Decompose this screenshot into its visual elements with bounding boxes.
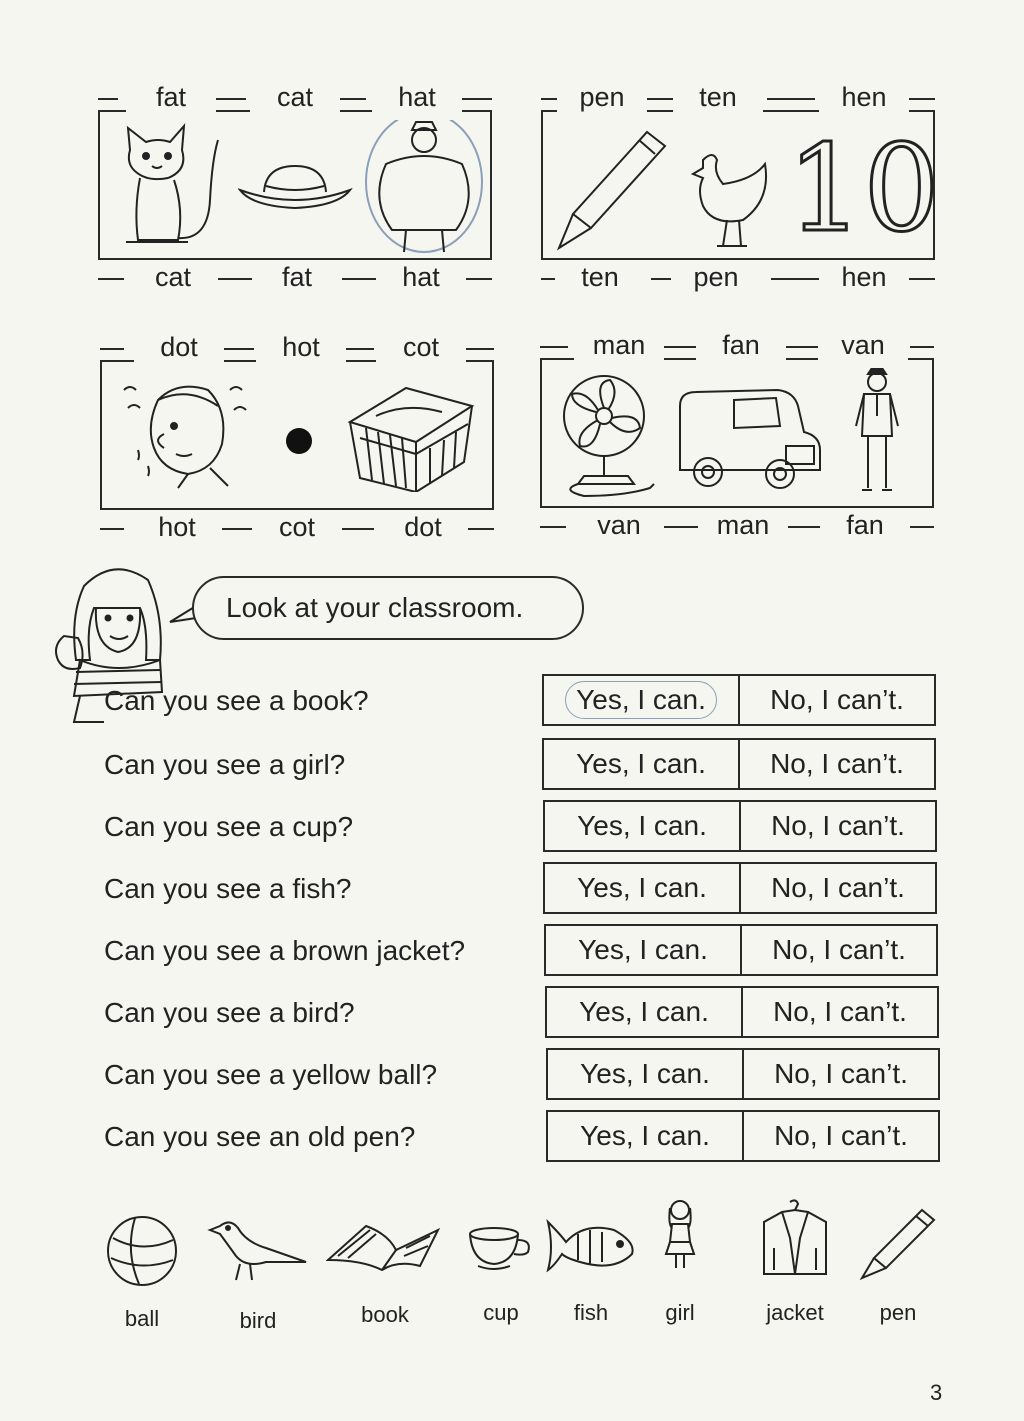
vocab-bird (206, 1216, 310, 1346)
bottom-word: fan (820, 508, 910, 542)
question-row (0, 800, 1024, 852)
cat-illustration (118, 120, 228, 250)
hot-face-illustration (118, 370, 248, 490)
vocab-label: bird (239, 1308, 277, 1333)
bottom-word: man (698, 508, 788, 542)
yes-option[interactable]: Yes, I can. (546, 926, 742, 974)
no-option[interactable]: No, I can’t. (771, 810, 905, 841)
word-block-hot-cot (100, 330, 500, 565)
question-row (0, 862, 1024, 914)
no-option[interactable]: No, I can’t. (770, 684, 904, 715)
top-word: cot (376, 330, 466, 364)
vocab-cup (466, 1226, 536, 1346)
bottom-word: ten (555, 260, 645, 294)
question-text: Can you see a fish? (104, 873, 352, 904)
vocab-fish (544, 1214, 638, 1344)
vocab-label: fish (573, 1300, 609, 1325)
bottom-word: van (574, 508, 664, 542)
answer-options (543, 862, 937, 914)
question-text: Can you see a girl? (104, 749, 346, 780)
hen-illustration (683, 150, 773, 250)
question-text: Can you see a bird? (104, 997, 355, 1028)
book-icon (326, 1220, 444, 1274)
van-illustration (674, 386, 824, 492)
no-option[interactable]: No, I can’t. (773, 996, 907, 1027)
yes-option[interactable]: Yes, I can. (548, 1112, 744, 1160)
vocab-label: girl (665, 1300, 695, 1325)
top-word: pen (557, 80, 647, 114)
answer-options (542, 674, 936, 726)
number-ten-illustration: 10 (787, 120, 940, 259)
question-text: Can you see an old pen? (104, 1121, 416, 1152)
top-word: van (818, 328, 908, 362)
bottom-word: hat (376, 260, 466, 294)
fish-icon (544, 1214, 638, 1280)
girl-icon (660, 1198, 700, 1272)
cot-illustration (346, 382, 476, 492)
speech-bubble: Look at your classroom. (192, 576, 584, 640)
vocab-pen (858, 1206, 938, 1346)
answer-options (546, 1048, 940, 1100)
ball-icon (105, 1214, 179, 1288)
question-row (0, 738, 1024, 790)
answer-options (542, 738, 936, 790)
yes-option[interactable] (544, 676, 740, 724)
question-row (0, 986, 1024, 1038)
page-number: 3 (930, 1380, 943, 1405)
pen-illustration (551, 128, 671, 258)
vocab-girl (660, 1198, 700, 1344)
yes-answer-circled: Yes, I can. (565, 681, 717, 719)
question-text: Can you see a book? (104, 685, 369, 716)
fat-man-illustration (362, 120, 486, 260)
top-word: ten (673, 80, 763, 114)
jacket-icon (760, 1198, 830, 1278)
question-text: Can you see a cup? (104, 811, 354, 842)
top-word: hen (819, 80, 909, 114)
answer-options (544, 924, 938, 976)
no-option[interactable]: No, I can’t. (774, 1058, 908, 1089)
man-illustration (852, 368, 902, 498)
yes-option[interactable]: Yes, I can. (547, 988, 743, 1036)
word-block-man-van (540, 328, 940, 563)
no-option[interactable]: No, I can’t. (771, 872, 905, 903)
top-word: dot (134, 330, 224, 364)
vocab-ball (104, 1214, 180, 1344)
pen-icon (858, 1206, 938, 1282)
bottom-word: cat (128, 260, 218, 294)
bird-icon (206, 1216, 310, 1284)
question-row (0, 674, 1024, 726)
bottom-word: hen (819, 260, 909, 294)
hat-illustration (238, 160, 353, 220)
question-text: Can you see a yellow ball? (104, 1059, 438, 1090)
question-row (0, 1048, 1024, 1100)
answer-options (546, 1110, 940, 1162)
bottom-word: pen (671, 260, 761, 294)
yes-option[interactable]: Yes, I can. (545, 802, 741, 850)
question-text: Can you see a brown jacket? (104, 935, 466, 966)
vocab-book (326, 1220, 444, 1346)
no-option[interactable]: No, I can’t. (774, 1120, 908, 1151)
fan-illustration (554, 372, 664, 502)
yes-option[interactable]: Yes, I can. (545, 864, 741, 912)
top-word: man (574, 328, 664, 362)
top-word: cat (250, 80, 340, 114)
no-option[interactable]: No, I can’t. (772, 934, 906, 965)
vocab-label: book (361, 1302, 409, 1327)
vocab-label: jacket (766, 1300, 824, 1325)
bottom-word: hot (132, 510, 222, 544)
question-row (0, 924, 1024, 976)
answer-options (545, 986, 939, 1038)
vocab-label: cup (483, 1300, 519, 1325)
yes-option[interactable]: Yes, I can. (548, 1050, 744, 1098)
top-word: fat (126, 80, 216, 114)
vocab-label: pen (879, 1300, 917, 1325)
vocab-label: ball (124, 1306, 160, 1331)
dot-illustration (286, 428, 312, 454)
cup-icon (466, 1226, 536, 1270)
bottom-word: dot (378, 510, 468, 544)
word-block-cat-hat (98, 80, 498, 315)
bottom-word: cot (252, 510, 342, 544)
no-option[interactable]: No, I can’t. (770, 748, 904, 779)
top-word: hat (372, 80, 462, 114)
vocab-jacket (760, 1198, 830, 1344)
question-row (0, 1110, 1024, 1162)
top-word: fan (696, 328, 786, 362)
top-word: hot (256, 330, 346, 364)
word-block-pen-hen (541, 80, 941, 315)
answer-options (543, 800, 937, 852)
bottom-word: fat (252, 260, 342, 294)
yes-option[interactable]: Yes, I can. (544, 740, 740, 788)
